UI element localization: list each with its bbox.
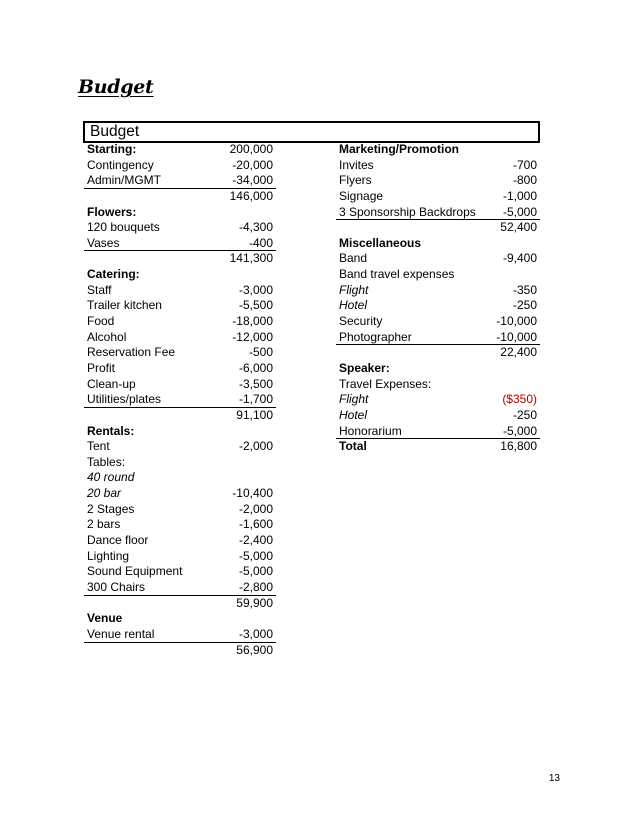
budget-row-value: -5,500 bbox=[238, 298, 273, 313]
budget-row bbox=[336, 439, 540, 455]
budget-row bbox=[84, 580, 276, 596]
budget-row-value: -400 bbox=[248, 235, 273, 250]
budget-row-label: Miscellaneous bbox=[339, 235, 422, 250]
budget-row-label: Tent bbox=[87, 439, 110, 454]
budget-row bbox=[84, 377, 276, 393]
budget-row bbox=[84, 486, 276, 502]
budget-row-value: -4,300 bbox=[238, 220, 273, 235]
budget-row-value: -10,400 bbox=[232, 486, 273, 501]
budget-row bbox=[84, 627, 276, 643]
budget-row bbox=[84, 439, 276, 455]
budget-row-value: -350 bbox=[512, 282, 537, 297]
budget-row-label: Venue bbox=[87, 611, 123, 626]
budget-row bbox=[336, 173, 540, 189]
budget-row bbox=[84, 424, 276, 440]
budget-row-label: Admin/MGMT bbox=[87, 173, 162, 188]
budget-row bbox=[84, 189, 276, 205]
budget-row bbox=[84, 517, 276, 533]
budget-row bbox=[84, 142, 276, 158]
budget-row-value: -6,000 bbox=[238, 360, 273, 375]
budget-row-label: Contingency bbox=[87, 157, 154, 172]
budget-row bbox=[84, 549, 276, 565]
budget-row-value: -250 bbox=[512, 298, 537, 313]
budget-row-value: 141,300 bbox=[229, 251, 273, 266]
budget-row bbox=[84, 596, 276, 612]
budget-row bbox=[336, 314, 540, 330]
budget-title-box bbox=[83, 121, 540, 143]
budget-row-label: Hotel bbox=[339, 298, 368, 313]
budget-row-value: 22,400 bbox=[500, 345, 537, 360]
budget-row-label: Alcohol bbox=[87, 329, 127, 344]
budget-row-value: -10,000 bbox=[496, 329, 537, 344]
budget-row-label: Lighting bbox=[87, 548, 130, 563]
page-number: 13 bbox=[548, 773, 560, 784]
budget-row bbox=[84, 643, 276, 659]
budget-row bbox=[336, 189, 540, 205]
budget-row bbox=[336, 424, 540, 440]
budget-row-value: 59,900 bbox=[236, 595, 273, 610]
budget-row bbox=[84, 251, 276, 267]
budget-row bbox=[336, 361, 540, 377]
budget-row-label: Travel Expenses: bbox=[339, 376, 432, 391]
budget-row-label: Signage bbox=[339, 188, 384, 203]
budget-row bbox=[336, 330, 540, 346]
budget-row-label: 20 bar bbox=[87, 486, 122, 501]
budget-row-label: Photographer bbox=[339, 329, 412, 344]
budget-row-value: 16,800 bbox=[500, 439, 537, 454]
budget-row-value: -10,000 bbox=[496, 314, 537, 329]
budget-row bbox=[84, 408, 276, 424]
budget-row bbox=[84, 267, 276, 283]
budget-row bbox=[84, 470, 276, 486]
budget-row-value: -18,000 bbox=[232, 314, 273, 329]
budget-row-value: -3,000 bbox=[238, 626, 273, 641]
budget-row bbox=[336, 392, 540, 408]
budget-row-value: -1,000 bbox=[502, 188, 537, 203]
budget-row-label: Utilities/plates bbox=[87, 392, 162, 407]
budget-row-label: Marketing/Promotion bbox=[339, 142, 460, 156]
budget-row bbox=[84, 220, 276, 236]
budget-row bbox=[84, 330, 276, 346]
budget-box-title: Budget bbox=[90, 123, 140, 140]
budget-row-label: Starting: bbox=[87, 142, 137, 156]
budget-row-label: Food bbox=[87, 314, 115, 329]
budget-row bbox=[84, 611, 276, 627]
budget-row-value: -3,000 bbox=[238, 282, 273, 297]
budget-row-label: Dance floor bbox=[87, 533, 149, 548]
budget-row bbox=[84, 205, 276, 221]
budget-row-label: Hotel bbox=[339, 407, 368, 422]
budget-row-value: -5,000 bbox=[238, 548, 273, 563]
budget-row-label: Trailer kitchen bbox=[87, 298, 162, 313]
budget-row-label: Sound Equipment bbox=[87, 564, 183, 579]
budget-right-column bbox=[336, 142, 540, 455]
budget-row-label: Honorarium bbox=[339, 423, 402, 438]
budget-row-label: 120 bouquets bbox=[87, 220, 160, 235]
budget-row-label: Catering: bbox=[87, 267, 140, 282]
budget-row-value: -2,800 bbox=[238, 579, 273, 594]
budget-row-label: 3 Sponsorship Backdrops bbox=[339, 204, 476, 219]
budget-row-label: Flyers bbox=[339, 173, 372, 188]
budget-row-value: -1,600 bbox=[238, 517, 273, 532]
budget-row bbox=[336, 283, 540, 299]
budget-row bbox=[84, 298, 276, 314]
budget-row bbox=[84, 236, 276, 252]
budget-row-label: Flight bbox=[339, 282, 369, 297]
budget-row-value: -3,500 bbox=[238, 376, 273, 391]
budget-row bbox=[84, 502, 276, 518]
budget-row-value: 56,900 bbox=[236, 642, 273, 657]
budget-row bbox=[336, 158, 540, 174]
budget-left-column bbox=[84, 142, 276, 658]
budget-row-value: -1,700 bbox=[238, 392, 273, 407]
budget-row bbox=[336, 220, 540, 236]
budget-row-label: 300 Chairs bbox=[87, 579, 146, 594]
budget-row-label: Rentals: bbox=[87, 423, 135, 438]
budget-row-value: -2,400 bbox=[238, 533, 273, 548]
budget-row-value: ($350) bbox=[502, 392, 537, 407]
budget-row-label: Profit bbox=[87, 360, 116, 375]
budget-row bbox=[336, 298, 540, 314]
budget-row-value: -250 bbox=[512, 407, 537, 422]
budget-row bbox=[84, 533, 276, 549]
budget-row bbox=[84, 314, 276, 330]
budget-row-value: -20,000 bbox=[232, 157, 273, 172]
budget-row-label: Clean-up bbox=[87, 376, 136, 391]
budget-row-value: -9,400 bbox=[502, 251, 537, 266]
budget-row-label: Security bbox=[339, 314, 383, 329]
budget-row-label: Venue rental bbox=[87, 626, 155, 641]
budget-row bbox=[336, 267, 540, 283]
budget-row-value: -800 bbox=[512, 173, 537, 188]
budget-row bbox=[336, 377, 540, 393]
budget-row bbox=[336, 142, 540, 158]
budget-row-label: Flowers: bbox=[87, 204, 137, 219]
budget-row-value: 146,000 bbox=[229, 188, 273, 203]
budget-row-value: -12,000 bbox=[232, 329, 273, 344]
budget-row-value: -2,000 bbox=[238, 501, 273, 516]
document-heading: Budget bbox=[78, 76, 154, 98]
budget-row-value: -34,000 bbox=[232, 173, 273, 188]
budget-row-label: 40 round bbox=[87, 470, 135, 485]
budget-row-value: -5,000 bbox=[238, 564, 273, 579]
budget-row-label: Reservation Fee bbox=[87, 345, 176, 360]
budget-row bbox=[84, 283, 276, 299]
budget-row-value: -500 bbox=[248, 345, 273, 360]
budget-row bbox=[84, 345, 276, 361]
budget-row bbox=[336, 205, 540, 221]
budget-row-label: Band bbox=[339, 251, 368, 266]
budget-row bbox=[84, 455, 276, 471]
budget-row-label: Staff bbox=[87, 282, 112, 297]
budget-row-label: Band travel expenses bbox=[339, 267, 455, 282]
budget-row bbox=[336, 408, 540, 424]
budget-row bbox=[84, 173, 276, 189]
budget-row-value: -5,000 bbox=[502, 204, 537, 219]
budget-row-label: Flight bbox=[339, 392, 369, 407]
budget-row-value: -2,000 bbox=[238, 439, 273, 454]
budget-row-label: 2 Stages bbox=[87, 501, 135, 516]
budget-row-value: 91,100 bbox=[236, 407, 273, 422]
budget-row-value: -5,000 bbox=[502, 423, 537, 438]
budget-row bbox=[84, 564, 276, 580]
budget-row bbox=[336, 345, 540, 361]
budget-row-value: 52,400 bbox=[500, 220, 537, 235]
budget-row bbox=[84, 361, 276, 377]
budget-row-label: Vases bbox=[87, 235, 120, 250]
budget-row-label: 2 bars bbox=[87, 517, 121, 532]
budget-row-label: Total bbox=[339, 439, 367, 454]
budget-row-label: Speaker: bbox=[339, 360, 390, 375]
budget-row-label: Invites bbox=[339, 157, 374, 172]
budget-row bbox=[84, 158, 276, 174]
budget-row bbox=[336, 236, 540, 252]
budget-row-value: -700 bbox=[512, 157, 537, 172]
budget-row bbox=[84, 392, 276, 408]
budget-row bbox=[336, 251, 540, 267]
budget-row-label: Tables: bbox=[87, 454, 126, 469]
budget-row-value: 200,000 bbox=[229, 142, 273, 156]
